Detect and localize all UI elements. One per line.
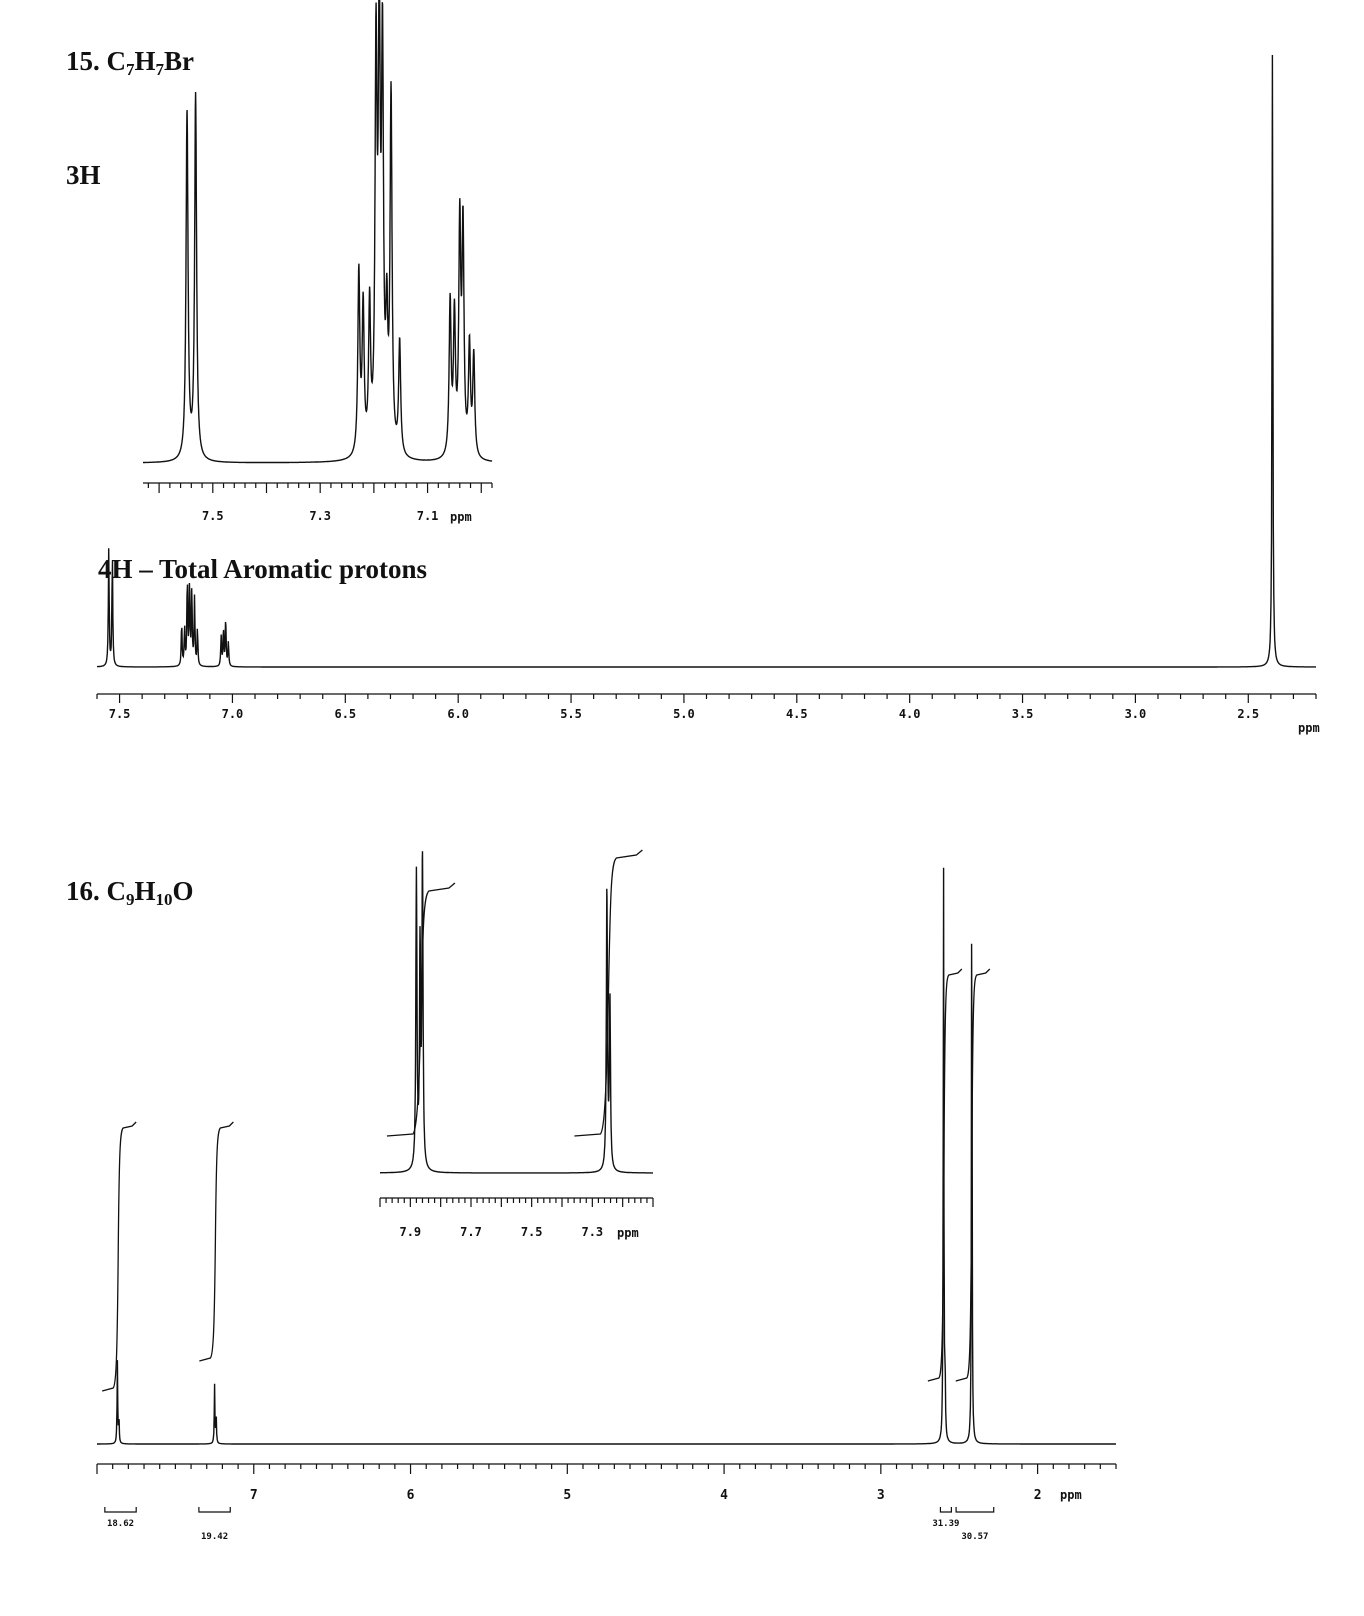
tick-label: 7.9 (399, 1225, 422, 1239)
spectrum-15-x-ticks (97, 694, 1316, 703)
integration-bracket (940, 1507, 951, 1512)
integration-bracket (199, 1507, 230, 1512)
spectrum-16-integration-values (105, 1507, 994, 1542)
integration-bracket (956, 1507, 994, 1512)
tick-label: 7 (249, 1488, 258, 1503)
tick-label: 7.3 (309, 509, 332, 523)
spectrum-16-inset-integrals (387, 850, 642, 1136)
integration-value: 19.42 (201, 1532, 229, 1542)
tick-label: 7.3 (581, 1225, 604, 1239)
integration-value: 30.57 (961, 1532, 989, 1542)
tick-label: 6 (406, 1488, 415, 1503)
tick-label: 3.0 (1124, 707, 1147, 721)
tick-label: 6.5 (334, 707, 357, 721)
spectrum-16-x-unit: ppm (1060, 1488, 1082, 1502)
tick-label: 7.0 (221, 707, 244, 721)
spectrum-15 (66, 0, 1320, 735)
spectrum-15-x-tick-labels (109, 707, 1259, 721)
tick-label: 3 (876, 1488, 885, 1503)
tick-label: 3.5 (1011, 707, 1034, 721)
tick-label: 7.5 (520, 1225, 543, 1239)
integration-value: 18.62 (106, 1519, 135, 1529)
spectrum-15-inset-unit: ppm (450, 510, 472, 524)
spectrum-15-title: 15. C7H7Br (66, 46, 195, 79)
tick-label: 5 (563, 1488, 572, 1503)
tick-label: 7.5 (201, 509, 224, 523)
tick-label: 7.1 (416, 509, 439, 523)
integral-curve (199, 1122, 233, 1361)
integral-curve (102, 1122, 136, 1391)
spectrum-16-inset-ticks (380, 1198, 653, 1207)
integration-value: 31.39 (932, 1519, 960, 1529)
tick-label: 4.5 (785, 707, 808, 721)
tick-label: 2.5 (1237, 707, 1260, 721)
integration-bracket (105, 1507, 136, 1512)
spectrum-16-inset-tick-labels (399, 1225, 603, 1239)
spectrum-16-title: 16. C9H10O (66, 876, 194, 909)
spectrum-15-inset-tick-labels (202, 509, 438, 523)
tick-label: 5.5 (560, 707, 582, 721)
spectrum-15-inset-trace (143, 0, 492, 463)
spectrum-15-inset-ticks (148, 483, 492, 493)
inset-integral-curve (387, 883, 455, 1136)
spectrum-16-x-ticks (97, 1464, 1116, 1474)
tick-label: 6.0 (447, 707, 470, 721)
spectrum-16-x-tick-labels (250, 1488, 1042, 1503)
tick-label: 5.0 (673, 707, 695, 721)
tick-label: 7.7 (460, 1225, 482, 1239)
tick-label: 4.0 (898, 707, 921, 721)
spectrum-16-integral-curves (102, 969, 990, 1391)
tick-label: 7.5 (108, 707, 131, 721)
label-3h: 3H (66, 160, 101, 190)
tick-label: 4 (720, 1488, 728, 1503)
spectrum-15-x-unit: ppm (1298, 721, 1320, 735)
spectrum-16-inset-unit: ppm (617, 1226, 639, 1240)
spectrum-16 (66, 850, 1116, 1542)
tick-label: 2 (1033, 1488, 1042, 1503)
label-4h-total-aromatic: 4H – Total Aromatic protons (98, 554, 428, 584)
